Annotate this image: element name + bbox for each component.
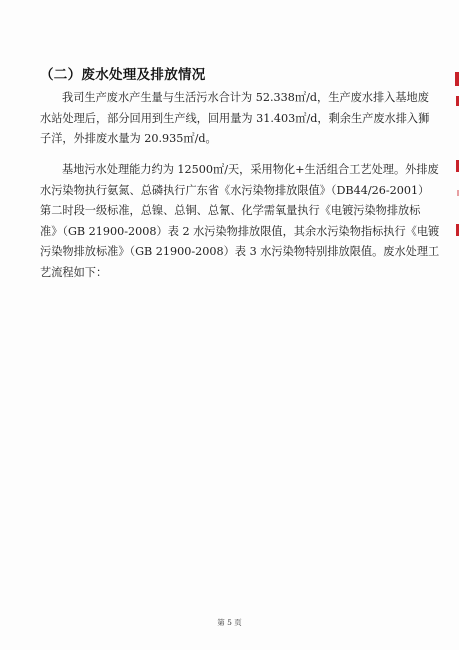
paragraph-line: 污染物排放标准》（GB 21900-2008）表 3 水污染物特别排放限值。废水处理工 — [40, 245, 440, 258]
paragraph-line: 第二时段一级标准，总镍、总铜、总氰、化学需氧量执行《电镀污染物排放标 — [40, 204, 421, 217]
page-number: 第 5 页 — [217, 618, 242, 627]
paragraph-line: 水站处理后，部分回用到生产线，回用量为 31.403㎡/d，剩余生产废水排入狮 — [40, 111, 430, 125]
paragraph-line: 水污染物执行氨氮、总磷执行广东省《水污染物排放限值》（DB44/26-2001） — [40, 183, 430, 197]
paragraph-line: 基地污水处理能力约为 12500㎡/天，采用物化+生活组合工艺处理。外排废 — [62, 163, 439, 176]
seal-edge-mark — [455, 72, 459, 86]
paragraph-line: 我司生产废水产生量与生活污水合计为 52.338㎡/d，生产废水排入基地废 — [62, 91, 429, 104]
section-heading: （二）废水处理及排放情况 — [40, 67, 206, 83]
paragraph-wastewater-volume — [40, 88, 430, 150]
paragraph-treatment-standards — [40, 160, 440, 283]
paragraph-line: 准》（GB 21900-2008）表 2 水污染物排放限值，其余水污染物指标执行《电镀 — [40, 224, 440, 238]
paragraph-line: 子洋，外排废水量为 20.935㎡/d。 — [40, 132, 217, 145]
paragraph-line: 艺流程如下： — [40, 265, 108, 279]
